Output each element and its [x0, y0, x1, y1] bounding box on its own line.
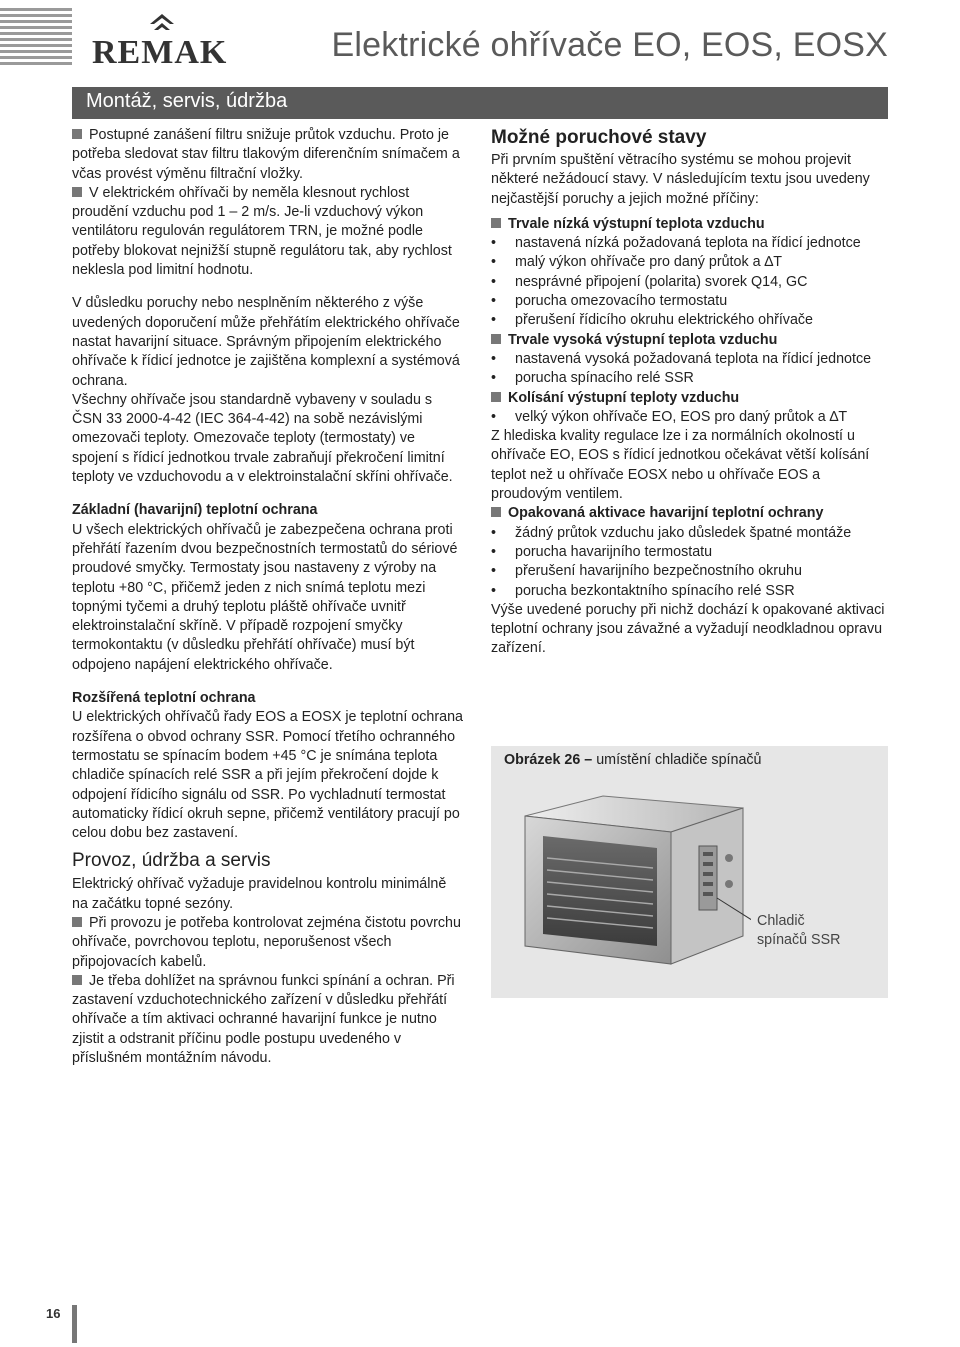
fault-list-fluctuation [491, 408, 888, 427]
figure-label-line: spínačů SSR [757, 932, 841, 948]
list-item: • porucha spínacího relé SSR [491, 369, 888, 388]
fault-list-high-temp [491, 350, 888, 389]
paragraph-filter [72, 126, 464, 184]
subheading-basic-protection: Základní (havarijní) teplotní ochrana [72, 502, 318, 519]
section-header-bar [72, 87, 888, 119]
square-bullet-icon [72, 975, 82, 985]
paragraph-switching-check [72, 972, 464, 1068]
figure-caption-number: Obrázek 26 – [504, 752, 593, 768]
right-column [491, 126, 888, 659]
list-item: • nesprávné připojení (polarita) svorek Q14, GC [491, 273, 888, 292]
fault-group-title: Kolísání výstupní teploty vzduchu [508, 389, 740, 406]
list-item: • porucha omezovacího termostatu [491, 292, 888, 311]
left-column [72, 126, 464, 1068]
figure-label-ssr-heatsink [757, 912, 840, 950]
list-item: • přerušení havarijního bezpečnostního okruhu [491, 562, 888, 581]
paragraph-fault-summary: Výše uvedené poruchy při nichž dochází k opakované aktivaci teplotní ochrany jsou závažné a vyžadují neodkladnou opravu zařízení. [491, 601, 885, 657]
paragraph-thermostats: Všechny ohřívače jsou standardně vybaveny v souladu s ČSN 33 2000-4-42 (IEC 364-4-42) na sobě nezávislými omezovači teploty. Omezovače teploty (termostaty) ve spojení s řídicí jednotkou trvale zabraňují překročení limitní teploty ve vzduchovodu a v elektroinstalační skříni ohřívače. [72, 391, 453, 486]
square-bullet-icon [72, 917, 82, 927]
square-bullet-icon [491, 218, 501, 228]
square-bullet-icon [491, 507, 501, 517]
heading-operation-maintenance: Provoz, údržba a servis [72, 850, 271, 872]
list-item: • nastavená nízká požadovaná teplota na řídicí jednotce [491, 234, 888, 253]
paragraph-extended-protection: U elektrických ohřívačů řady EOS a EOSX je teplotní ochrana rozšířena o obvod ochrany SSR. Pomocí třetího ochranného termostatu se spínacím bodem +45 °C je snímána teplota chladiče spínacích relé SSR a při jejím překročení dojde k odpojení řídicího signálu od SSR. Po vychladnutí termostat automaticky řídicí okruh sepne, přičemž ventilátory pracují po celou dobu bez zastavení. [72, 709, 463, 842]
fault-group-title: Opakovaná aktivace havarijní teplotní ochrany [508, 505, 824, 522]
fault-group-title: Trvale nízká výstupní teplota vzduchu [508, 215, 765, 232]
logo-text: REMAK [92, 34, 228, 71]
remak-logo [92, 10, 252, 71]
paragraph-fault-intro: Při prvním spuštění větracího systému se mohou projevit některé nežádoucí stavy. V následujícím textu jsou uvedeny nejčastější poruchy a jejich možné příčiny: [491, 152, 870, 207]
list-item: • přerušení řídicího okruhu elektrického ohřívače [491, 311, 888, 330]
square-bullet-icon [491, 334, 501, 344]
section-title: Montáž, servis, údržba [86, 90, 288, 112]
heading-fault-states: Možné poruchové stavy [491, 127, 707, 148]
fault-group-low-temp [491, 215, 888, 234]
list-item: • velký výkon ohřívače EO, EOS pro daný průtok a ∆T [491, 408, 888, 427]
square-bullet-icon [491, 392, 501, 402]
paragraph-inspection: Elektrický ohřívač vyžaduje pravidelnou kontrolu minimálně na začátku topné sezóny. [72, 876, 447, 912]
page-number: 16 [46, 1306, 61, 1321]
document-title: Elektrické ohřívače EO, EOS, EOSX [331, 26, 888, 64]
page-number-bar [72, 1305, 77, 1343]
list-item: • porucha bezkontaktního spínacího relé SSR [491, 582, 888, 601]
fault-group-title: Trvale vysoká výstupní teplota vzduchu [508, 331, 778, 348]
paragraph-text: Při provozu je potřeba kontrolovat zejména čistotu povrchu ohřívače, povrchovou teplotu, neporušenost všech připojovacích kabelů. [72, 914, 461, 970]
header-stripes [0, 8, 72, 68]
fault-group-emergency [491, 504, 888, 523]
subheading-extended-protection: Rozšířená teplotní ochrana [72, 690, 256, 707]
fault-group-fluctuation [491, 389, 888, 408]
list-item: • žádný průtok vzduchu jako důsledek špatné montáže [491, 524, 888, 543]
figure-caption [504, 752, 762, 768]
list-item: • malý výkon ohřívače pro daný průtok a ∆T [491, 253, 888, 272]
paragraph-air-speed [72, 184, 464, 280]
heater-photo [511, 788, 751, 988]
list-item: • nastavená vysoká požadovaná teplota na řídicí jednotce [491, 350, 888, 369]
square-bullet-icon [72, 129, 82, 139]
fault-list-low-temp [491, 234, 888, 330]
paragraph-text: V elektrickém ohřívači by neměla klesnout rychlost proudění vzduchu pod 1 – 2 m/s. Je-li vzduchový výkon ventilátoru regulován regulátorem TRN, je možné podle potřeby blokovat nejnižší stupně regulátoru tak, aby rychlost neklesla pod limitní hodnotu. [72, 184, 452, 279]
figure-caption-text: umístění chladiče spínačů [596, 752, 762, 768]
figure-label-line: Chladič [757, 913, 805, 929]
fault-list-emergency [491, 524, 888, 601]
paragraph-regulation-quality: Z hlediska kvality regulace lze i za normálních okolností u ohřívače EO, EOS s řídicí jednotkou očekávat větší kolísání teplot než u ohřívače EOSX nebo u ohřívače EOS a proudovým ventilem. [491, 428, 870, 503]
figure-26 [491, 746, 888, 998]
square-bullet-icon [72, 187, 82, 197]
paragraph-failure: V důsledku poruchy nebo nesplněním některého z výše uvedených doporučení může přehřátím elektrického ohřívače nastat havarijní situace. Správným připojením elektrického ohřívače k řídicí jednotce je zajištěna komplexní a systémová ochrana. [72, 295, 460, 389]
list-item: • porucha havarijního termostatu [491, 543, 888, 562]
paragraph-basic-protection: U všech elektrických ohřívačů je zabezpečena ochrana proti přehřátí řazením dvou bezpečnostních termostatů do sériové proudové smyčky. Termostaty jsou nastaveny z výroby na teplotu +80 °C, přičemž jeden z nich snímá teplotu mezi topnými tyčemi a druhý teplotu pláště ohřívače uvnitř elektroinstalační skříně. V případě rozpojení smyčky termokontaktu (v důsledku přehřátí ohřívače) musí být odpojeno napájení elektrického ohřívače. [72, 521, 458, 673]
paragraph-operation-check [72, 914, 464, 972]
paragraph-text: Postupné zanášení filtru snižuje průtok vzduchu. Proto je potřeba sledovat stav filtru tlakovým diferenčním snímačem a včas provést výměnu filtrační vložky. [72, 127, 460, 182]
fault-group-high-temp [491, 331, 888, 350]
paragraph-text: Je třeba dohlížet na správnou funkci spínání a ochran. Při zastavení vzduchotechnického zařízení v důsledku přehřátí ohřívače a tím aktivaci ochranné havarijní funkce je nutno zjistit a odstranit příčinu podle postupu uvedeného v příslušném montážním návodu. [72, 972, 455, 1067]
